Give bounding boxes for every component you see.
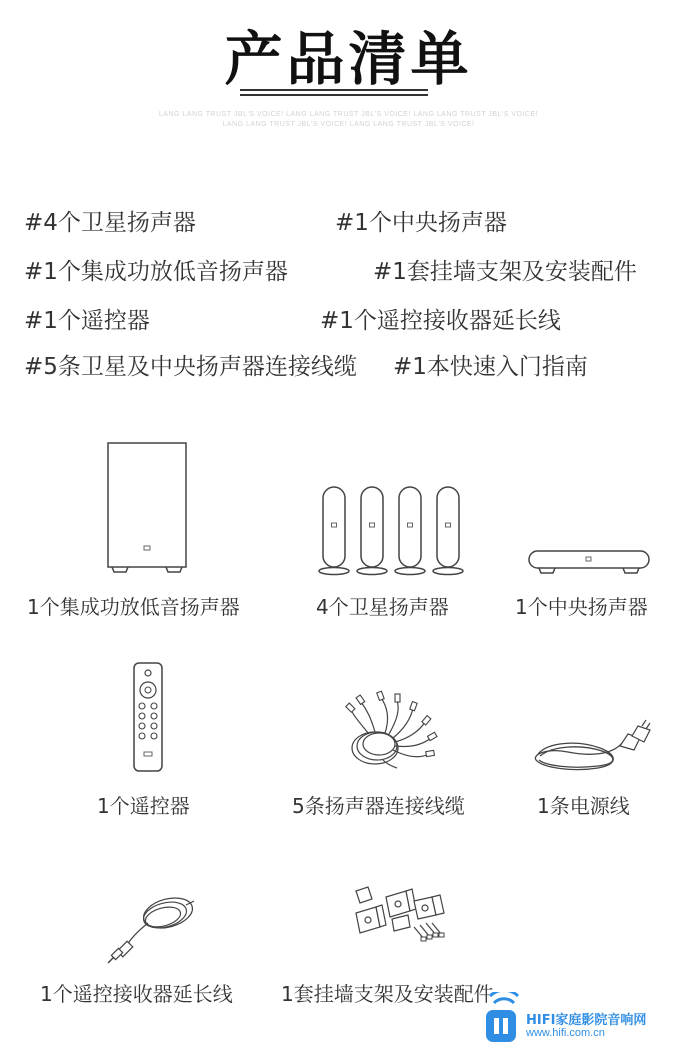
watermark-title: HIFI家庭影院音响网 (526, 1013, 647, 1028)
title-underline (240, 89, 428, 91)
product-caption: 1个集成功放低音扬声器 (27, 595, 240, 619)
product-caption: 1个遥控接收器延长线 (40, 982, 233, 1006)
center-speaker-icon (525, 548, 655, 578)
list-item: #1套挂墙支架及安装配件 (373, 259, 637, 285)
product-caption: 1条电源线 (537, 794, 630, 818)
list-item: #1个遥控接收器延长线 (320, 308, 561, 334)
list-item: #5条卫星及中央扬声器连接线缆 (24, 354, 357, 380)
list-item: #1本快速入门指南 (393, 354, 588, 380)
title-underline-2 (240, 94, 428, 96)
power-cord-icon (528, 712, 653, 774)
hifi-logo-icon (480, 992, 524, 1046)
remote-control-icon (128, 660, 168, 775)
site-watermark (478, 990, 693, 1050)
product-caption: 5条扬声器连接线缆 (292, 794, 465, 818)
speaker-cables-icon (345, 688, 440, 770)
ir-extension-cable-icon (100, 895, 195, 967)
tagline-line-2: LANG LANG TRUST JBL'S VOICE! LANG LANG TRUST JBL'S VOICE! (222, 121, 475, 128)
watermark-url: www.hifi.com.cn (526, 1027, 605, 1039)
product-caption: 1个遥控器 (97, 794, 190, 818)
subwoofer-icon (100, 440, 195, 576)
list-item: #1个中央扬声器 (335, 210, 507, 236)
wall-bracket-icon (352, 883, 452, 953)
list-item: #1个遥控器 (24, 308, 150, 334)
product-caption: 4个卫星扬声器 (316, 595, 449, 619)
satellite-speakers-icon (315, 483, 470, 578)
page-title: 产品清单 (224, 25, 473, 93)
list-item: #1个集成功放低音扬声器 (24, 259, 288, 285)
tagline-line-1: LANG LANG TRUST JBL'S VOICE! LANG LANG TRUST JBL'S VOICE! LANG LANG TRUST JBL'S VOICE! (158, 111, 539, 118)
product-caption: 1套挂墙支架及安装配件 (281, 982, 494, 1006)
list-item: #4个卫星扬声器 (24, 210, 196, 236)
product-caption: 1个中央扬声器 (515, 595, 648, 619)
